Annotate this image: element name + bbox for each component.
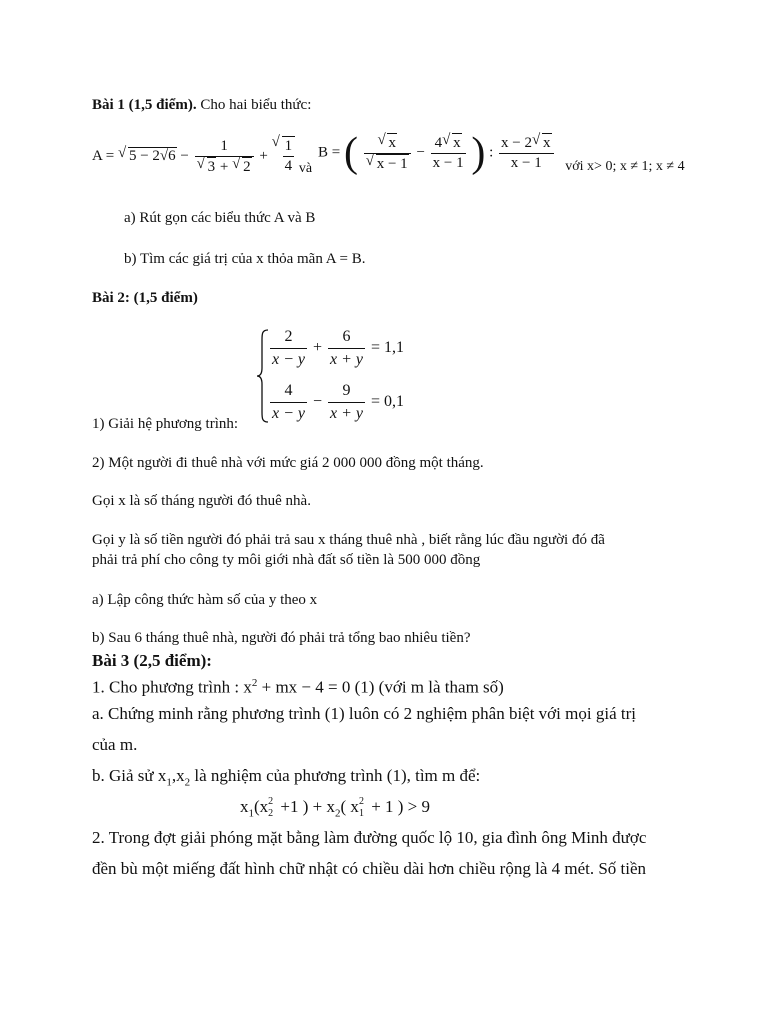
a-den-rad1: 3 [207, 158, 216, 175]
ineq-p4: ( x [340, 797, 359, 816]
a-root-den: 4 [284, 158, 293, 174]
bai2-title [92, 289, 198, 307]
a-frac-den: √ 3 + √ 2 [195, 157, 254, 177]
b-f3-num-a: x − 2 [501, 135, 533, 151]
b-condition: với x> 0; x ≠ 1; x ≠ 4 [565, 159, 685, 175]
b-f1-den-rad: x − 1 [376, 155, 408, 172]
q1-prefix: 1. Cho phương trình : x [92, 677, 252, 697]
ineq-p2: (x [254, 797, 269, 816]
expression-a [92, 136, 312, 177]
bai3-q2-line1: 2. Trong đợt giải phóng mặt bằng làm đường quốc lộ 10, gia đình ông Minh được [92, 828, 647, 847]
b-label: B = [318, 144, 341, 161]
bai1-part-a: a) Rút gọn các biểu thức A và B [124, 210, 316, 226]
bai3-title-text: Bài 3 (2,5 điểm): [92, 651, 212, 670]
q1-sup: 2 [251, 677, 258, 689]
a-den-rad2: 2 [243, 158, 251, 175]
eq2-frac1 [270, 380, 307, 425]
eq1-den1: x − y [272, 351, 305, 368]
b-sub2: 2 [184, 776, 191, 789]
bai2-p2-line1: Gọi y là số tiền người đó phải trả sau x tháng thuê nhà , biết rằng lúc đầu người đó đã [92, 532, 605, 548]
b-right-paren: ) [471, 130, 486, 176]
ineq-s2sup: 2 [268, 796, 274, 807]
eq1-num2: 6 [328, 326, 365, 349]
b-prefix: b. Giả sử x [92, 766, 167, 785]
eq2-rhs: = 0,1 [371, 393, 405, 411]
b-sub1: 1 [166, 776, 172, 789]
b-frac1 [364, 133, 411, 174]
expression-b [318, 132, 685, 174]
bai2-title-text: Bài 2: (1,5 điểm) [92, 290, 198, 306]
bai1-heading [92, 96, 311, 114]
a-minus: − [180, 147, 189, 164]
bai1-intro: Cho hai biểu thức: [196, 97, 312, 113]
ineq-p3: +1 ) + x [276, 797, 336, 816]
system-eq1 [268, 326, 404, 371]
system-eq2 [268, 380, 404, 425]
q1-suffix: + mx − 4 = 0 (1) (với m là tham số) [257, 677, 504, 697]
b-left-paren: ( [343, 130, 358, 176]
b-f3-num [499, 133, 553, 154]
b-f1-den [364, 154, 411, 174]
eq2-den2: x + y [330, 405, 364, 422]
b-frac2 [431, 133, 466, 173]
a-radicand: 5 − 2√6 [128, 147, 176, 164]
eq1-frac2 [328, 326, 365, 371]
ineq-s2sub: 2 [268, 808, 274, 819]
b-frac3 [499, 133, 553, 173]
a-frac-num: 1 [195, 137, 254, 157]
a-sqrt-term [119, 147, 177, 165]
eq1-op: + [313, 339, 323, 357]
eq1-den2: x + y [330, 351, 364, 368]
eq2-op: − [313, 393, 323, 411]
ineq-s4sub: 1 [358, 808, 364, 819]
bai2-q2: 2) Một người đi thuê nhà với mức giá 2 000 000 đồng một tháng. [92, 455, 484, 471]
a-label: A = [92, 147, 115, 164]
a-plus: + [259, 147, 268, 164]
bai3-title [92, 651, 212, 671]
ineq-supsub [268, 796, 276, 819]
ineq-s4sup: 2 [358, 796, 364, 807]
a-root-frac [273, 136, 296, 176]
eq2-den1: x − y [272, 405, 305, 422]
eq2-num2: 9 [328, 380, 365, 403]
bai2-a: a) Lập công thức hàm số của y theo x [92, 592, 318, 608]
eq2-num1: 4 [270, 380, 307, 403]
eq1-frac1 [270, 326, 307, 371]
eq1-rhs: = 1,1 [371, 339, 405, 357]
bai3-inequality [240, 797, 430, 823]
bai2-p2-line2: phải trả phí cho công ty môi giới nhà đất số tiền là 500 000 đồng [92, 552, 481, 568]
b-f2-num-rad: x [453, 135, 461, 151]
b-f1-num-rad: x [388, 134, 396, 151]
b-comma: ,x [171, 766, 185, 785]
ineq-subsup [358, 796, 367, 819]
bai1-part-b: b) Tìm các giá trị của x thỏa mãn A = B. [124, 251, 366, 267]
b-f2-coef: 4 [434, 135, 443, 151]
bai2-b: b) Sau 6 tháng thuê nhà, người đó phải trả tổng bao nhiêu tiền? [92, 630, 471, 646]
bai2-p1: Gọi x là số tháng người đó thuê nhà. [92, 493, 311, 509]
bai3-b [92, 766, 480, 792]
ineq-p5: + 1 ) > 9 [366, 797, 431, 816]
bai3-q1 [92, 673, 504, 698]
eq2-frac2 [328, 380, 365, 425]
bai3-a-line1: a. Chứng minh rằng phương trình (1) luôn có 2 nghiệm phân biệt với mọi giá trị [92, 704, 636, 723]
ineq-s3: 2 [335, 807, 341, 820]
a-root-num: √ 1 [283, 137, 295, 157]
b-minus: − [416, 144, 425, 161]
b-f1-num [364, 133, 411, 154]
bai3-a-line2: của m. [92, 735, 138, 754]
ineq-s1: 1 [248, 807, 254, 820]
b-f3-num-rad: x [543, 135, 551, 151]
b-f2-den: x − 1 [432, 155, 464, 171]
eq1-num1: 2 [270, 326, 307, 349]
bai1-title: Bài 1 (1,5 điểm). [92, 97, 197, 113]
b-colon: : [489, 144, 494, 161]
b-f3-den: x − 1 [510, 155, 542, 171]
va-word: và [298, 160, 313, 176]
b-f2-num [431, 133, 466, 154]
b-suffix: là nghiệm của phương trình (1), tìm m để: [190, 766, 481, 785]
ineq-p1: x [240, 797, 249, 816]
a-fraction [195, 137, 254, 177]
bai3-q2-line2: đền bù một miếng đất hình chữ nhật có chiều dài hơn chiều rộng là 4 mét. Số tiền [92, 859, 647, 878]
bai2-q1: 1) Giải hệ phương trình: [92, 416, 239, 432]
